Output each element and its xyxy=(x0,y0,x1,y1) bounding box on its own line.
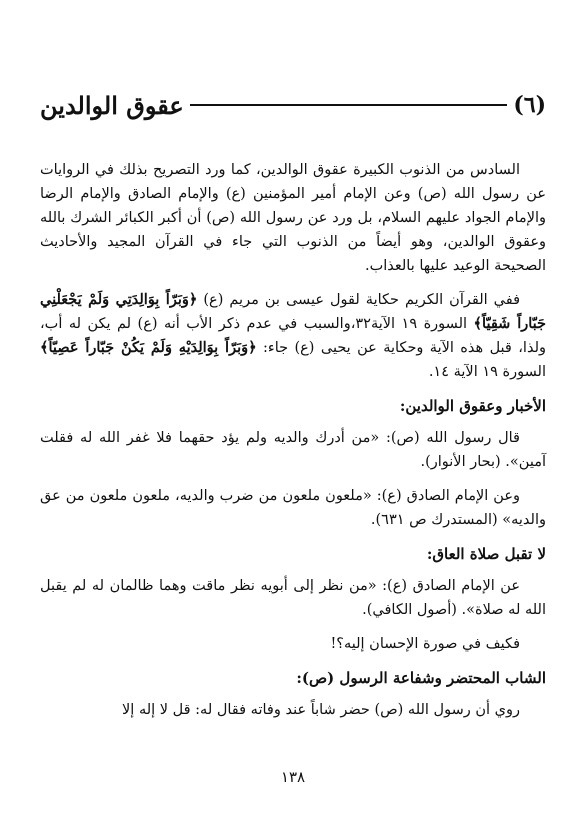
page-number: ١٣٨ xyxy=(280,768,306,786)
chapter-header xyxy=(40,88,546,122)
quran-verse: ﴿وَبَرّاً بِوَالِدَتِي وَلَمْ يَجْعَلْنِي جَبّاراً شَقِيّاً﴾ xyxy=(40,291,546,332)
section-heading: الشاب المحتضر وشفاعة الرسول (ص): xyxy=(296,669,546,687)
page-body xyxy=(40,158,546,732)
text-run: السورة ١٩ الآية٣٢،والسبب في عدم ذكر الأب أنه (ع) لم يكن له أب، ولذا، قبل هذه الآية وحكاية عن يحيى (ع) جاء: xyxy=(40,316,546,356)
paragraph: قال رسول الله (ص): «من أدرك والديه ولم يؤد حقهما فلا غفر الله له فقلت آمين». (بحار الأنوار). xyxy=(40,430,546,470)
paragraph: عن الإمام الصادق (ع): «من نظر إلى أبويه نظر ماقت وهما ظالمان له لم يقبل الله له صلاة». (أصول الكافي). xyxy=(40,578,546,618)
section-heading: لا تقبل صلاة العاق: xyxy=(426,545,546,563)
quran-verse: ﴿وَبَرّاً بِوَالِدَيْهِ وَلَمْ يَكُنْ جَبّاراً عَصِيّاً﴾ xyxy=(40,339,257,356)
paragraph: وعن الإمام الصادق (ع): «ملعون ملعون من ضرب والديه، ملعون ملعون من عق والديه» (المستدرك ص ٦٣١). xyxy=(40,488,546,528)
text-run: ففي القرآن الكريم حكاية لقول عيسى بن مريم (ع) xyxy=(197,292,521,308)
paragraph: فكيف في صورة الإحسان إليه؟! xyxy=(330,636,520,652)
chapter-number: (٦) xyxy=(513,92,546,118)
text-run: السورة ١٩ الآية ١٤. xyxy=(428,364,546,380)
paragraph: السادس من الذنوب الكبيرة عقوق الوالدين، كما ورد التصريح بذلك في الروايات عن رسول الله (ص) وعن الإمام أمير المؤمنين (ع) والإمام الصادق والإمام الرضا والإمام الجواد عليهم السلام، بل ورد عن رسول الله (ص) أن أكبر الكبائر الشرك بالله وعقوق الوالدين، وهو أيضاً من الذنوب التي جاء في القرآن المجيد والأحاديث الصحيحة الوعيد عليها بالعذاب. xyxy=(40,162,546,274)
paragraph: روي أن رسول الله (ص) حضر شاباً عند وفاته فقال له: قل لا إله إلا xyxy=(122,702,520,718)
chapter-title: عقوق الوالدين xyxy=(40,90,184,120)
paragraph-quran-citation xyxy=(40,288,546,384)
section-heading: الأخبار وعقوق الوالدين: xyxy=(399,397,546,415)
header-rule xyxy=(190,104,508,106)
